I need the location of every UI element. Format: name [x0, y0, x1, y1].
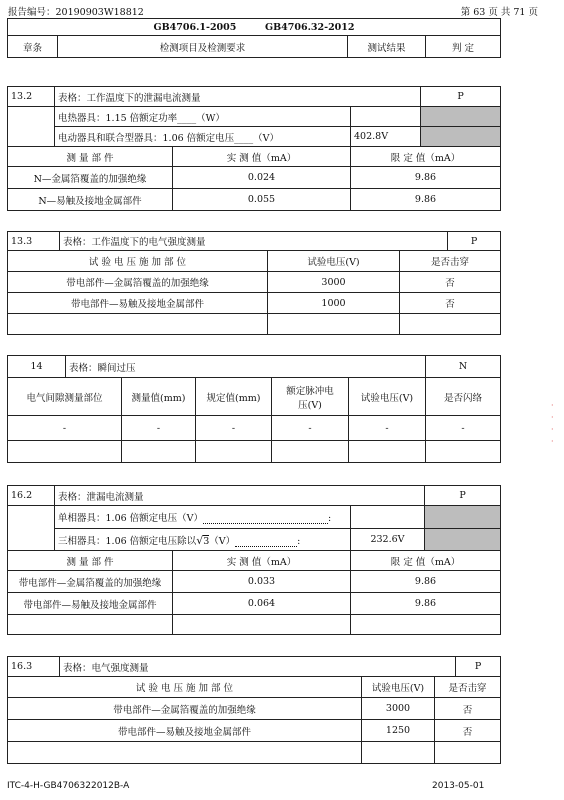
sqrt-three: 3 — [203, 535, 210, 547]
verdict-16-2: P — [425, 486, 501, 506]
dash-cell: - — [349, 416, 426, 441]
three-phase-unit: （V） — [209, 535, 236, 547]
header-limit: 限 定 值（mA） — [351, 551, 501, 571]
standard-2: GB4706.32-2012 — [265, 21, 355, 33]
table-row — [8, 272, 501, 293]
dash-cell: - — [196, 416, 272, 441]
three-phase-condition: 三相器具：1.06 倍额定电压除以√3（V） : — [55, 529, 351, 551]
form-number: ITC-4-H-GB4706322012B-A — [7, 781, 130, 791]
header-impulse-voltage-line2: 压(V) — [298, 399, 322, 411]
table-row — [8, 593, 501, 615]
title-16-2: 表格：泄漏电流测量 — [55, 486, 425, 506]
measured-cell: 0.024 — [173, 167, 351, 189]
single-phase-condition — [55, 506, 351, 529]
col-verdict: 判 定 — [426, 36, 501, 58]
breakdown-cell: 否 — [435, 720, 501, 742]
header-limit: 限 定 值（mA） — [351, 147, 501, 167]
col-result: 测试结果 — [348, 36, 426, 58]
part-cell: 带电部件—金属箔覆盖的加强绝缘 — [8, 571, 173, 593]
clause-16-3: 16.3 — [8, 657, 60, 677]
clause-16-2: 16.2 — [8, 486, 55, 506]
part-cell: 带电部件—金属箔覆盖的加强绝缘 — [8, 272, 268, 293]
breakdown-cell: 否 — [400, 293, 501, 314]
clause-14: 14 — [8, 356, 66, 378]
table-row — [8, 571, 501, 593]
header-voltage: 试验电压(V) — [362, 677, 435, 698]
measured-cell: 0.055 — [173, 189, 351, 211]
header-part: 试 验 电 压 施 加 部 位 — [8, 677, 362, 698]
verdict-13-3: P — [448, 232, 501, 251]
measured-cell: 0.033 — [173, 571, 351, 593]
header-voltage: 试验电压(V) — [268, 251, 400, 272]
part-cell: N—易触及接地金属部件 — [8, 189, 173, 211]
title-14: 表格：瞬间过压 — [66, 356, 426, 378]
table-row — [8, 698, 501, 720]
header-breakdown: 是否击穿 — [400, 251, 501, 272]
table-row — [8, 189, 501, 211]
table-row — [8, 416, 501, 441]
clause-13-2: 13.2 — [8, 87, 55, 107]
title-13-3: 表格：工作温度下的电气强度测量 — [60, 232, 448, 251]
margin-mark: · · · · — [551, 401, 554, 446]
single-phase-label: 单相器具：1.06 倍额定电压（V） — [58, 513, 204, 524]
limit-cell: 9.86 — [351, 593, 501, 615]
three-phase-value: 232.6V — [351, 529, 425, 551]
section-16-3 — [7, 656, 501, 764]
header-table — [7, 18, 501, 58]
header-flashover: 是否闪络 — [426, 378, 501, 416]
dash-cell: - — [122, 416, 196, 441]
three-phase-colon: : — [297, 535, 301, 547]
measured-cell: 0.064 — [173, 593, 351, 615]
voltage-cell: 3000 — [268, 272, 400, 293]
header-part: 测 量 部 件 — [8, 147, 173, 167]
verdict-13-2: P — [421, 87, 501, 107]
header-measured: 实 测 值（mA） — [173, 551, 351, 571]
header-measured: 实 测 值（mA） — [173, 147, 351, 167]
title-13-2: 表格：工作温度下的泄漏电流测量 — [55, 87, 421, 107]
breakdown-cell: 否 — [435, 698, 501, 720]
motor-condition: 电动器具和联合型器具：1.06 倍额定电压____（V） — [55, 127, 351, 147]
section-14 — [7, 355, 501, 463]
header-measured-mm: 测量值(mm) — [122, 378, 196, 416]
header-impulse-voltage — [272, 378, 349, 416]
section-13-2 — [7, 86, 501, 211]
table-row — [8, 720, 501, 742]
header-part: 测 量 部 件 — [8, 551, 173, 571]
verdict-16-3: P — [456, 657, 501, 677]
form-date: 2013-05-01 — [432, 781, 485, 791]
header-clearance-location: 电气间隙测量部位 — [8, 378, 122, 416]
dash-cell: - — [272, 416, 349, 441]
part-cell: 带电部件—易触及接地金属部件 — [8, 293, 268, 314]
header-test-voltage: 试验电压(V) — [349, 378, 426, 416]
limit-cell: 9.86 — [351, 571, 501, 593]
page-number: 第 63 页 共 71 页 — [460, 7, 538, 18]
part-cell: 带电部件—易触及接地金属部件 — [8, 593, 173, 615]
standards-title — [8, 19, 501, 36]
table-row — [8, 167, 501, 189]
verdict-14: N — [426, 356, 501, 378]
report-number: 报告编号：20190903W18812 — [8, 7, 144, 18]
header-part: 试 验 电 压 施 加 部 位 — [8, 251, 268, 272]
table-row — [8, 293, 501, 314]
single-phase-colon: : — [328, 513, 332, 524]
heater-condition: 电热器具：1.15 倍额定功率____（W） — [55, 107, 351, 127]
voltage-cell: 3000 — [362, 698, 435, 720]
title-16-3: 表格：电气强度测量 — [60, 657, 456, 677]
part-cell: 带电部件—金属箔覆盖的加强绝缘 — [8, 698, 362, 720]
col-clause: 章条 — [8, 36, 58, 58]
section-13-3 — [7, 231, 501, 335]
three-phase-label: 三相器具：1.06 倍额定电压除以 — [58, 535, 197, 547]
dash-cell: - — [426, 416, 501, 441]
part-cell: 带电部件—易触及接地金属部件 — [8, 720, 362, 742]
header-impulse-voltage-line1: 额定脉冲电 — [286, 385, 334, 397]
clause-13-3: 13.3 — [8, 232, 60, 251]
part-cell: N—金属箔覆盖的加强绝缘 — [8, 167, 173, 189]
limit-cell: 9.86 — [351, 189, 501, 211]
limit-cell: 9.86 — [351, 167, 501, 189]
section-16-2 — [7, 485, 501, 635]
voltage-cell: 1250 — [362, 720, 435, 742]
voltage-cell: 1000 — [268, 293, 400, 314]
header-required-mm: 规定值(mm) — [196, 378, 272, 416]
breakdown-cell: 否 — [400, 272, 501, 293]
col-item: 检测项目及检测要求 — [58, 36, 348, 58]
standard-1: GB4706.1-2005 — [153, 21, 237, 33]
dash-cell: - — [8, 416, 122, 441]
header-breakdown: 是否击穿 — [435, 677, 501, 698]
motor-voltage-value: 402.8V — [351, 127, 421, 147]
